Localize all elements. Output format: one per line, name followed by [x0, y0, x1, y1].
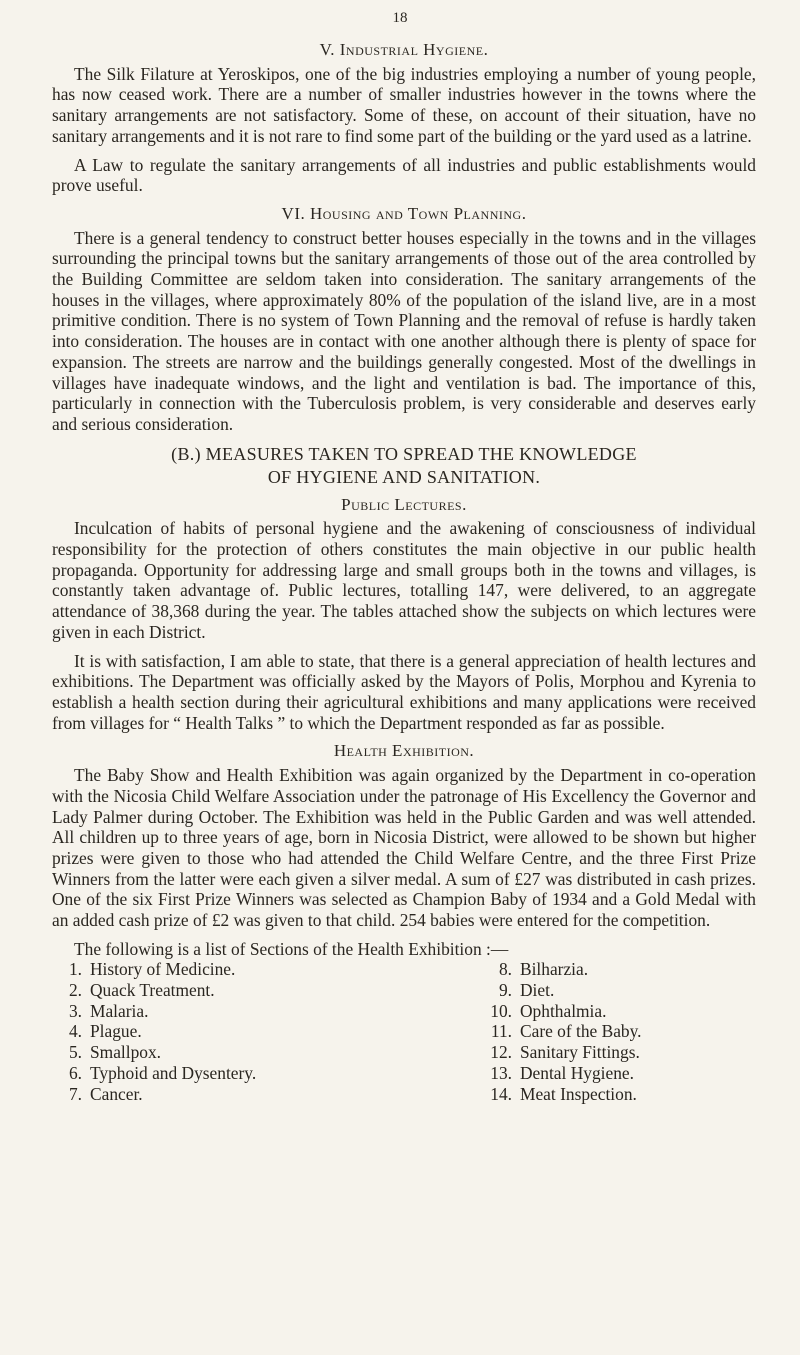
list-item-text: Plague. — [90, 1021, 142, 1042]
part-b-heading — [52, 443, 756, 489]
list-item — [482, 1001, 752, 1022]
list-item-text: Bilharzia. — [520, 959, 589, 980]
list-item — [52, 1021, 482, 1042]
list-item-number: 2. — [68, 980, 82, 1001]
list-item — [52, 1084, 482, 1105]
list-item — [52, 959, 482, 980]
list-item-number: 3. — [68, 1000, 82, 1021]
list-item — [482, 1042, 752, 1063]
part-b-heading-line2: OF HYGIENE AND SANITATION. — [267, 466, 541, 487]
list-item-number: 14. — [490, 1083, 512, 1104]
list-item — [52, 1042, 482, 1063]
list-item-text: Diet. — [520, 980, 555, 1001]
part-b-heading-line1: (B.) MEASURES TAKEN TO SPREAD THE KNOWLEDGE — [171, 443, 637, 464]
list-item-text: History of Medicine. — [90, 959, 236, 980]
list-column-right — [482, 959, 752, 1104]
list-item-number: 9. — [498, 980, 512, 1001]
list-item — [52, 1001, 482, 1022]
paragraph: There is a general tendency to construct better houses especially in the towns and in the villages surrounding the principal towns but the sanitary arrangements of those out of the area controlled by the Building Committee are seldom taken into consideration. The sanitary arrangements of the houses in the villages, where approximately 80% of the population of the island live, are in a most primitive condition. There is no system of Town Planning and the removal of refuse is hardly taken into consideration. The houses are in contact with one another although there is plenty of space for expansion. The streets are narrow and the buildings generally congested. Most of the dwellings in villages have inadequate windows, and the light and ventilation is bad. The importance of this, particularly in connection with the Tuberculosis problem, is very considerable and deserves early and serious consideration. — [52, 227, 756, 434]
list-item — [52, 980, 482, 1001]
list-item-number: 8. — [498, 959, 512, 980]
list-item-number: 12. — [490, 1042, 512, 1063]
paragraph: It is with satisfaction, I am able to state, that there is a general appreciation of health lectures and exhibitions. The Department was officially asked by the Mayors of Polis, Morphou and Kyrenia to establish a health section during their agricultural exhibitions and many applications were received from villages for “ Health Talks ” to which the Department responded as far as possible. — [52, 650, 756, 733]
list-item — [482, 959, 752, 980]
list-item — [482, 1063, 752, 1084]
exhibition-sections-list — [52, 959, 756, 1104]
list-item-number: 13. — [490, 1062, 512, 1083]
paragraph: Inculcation of habits of personal hygiene and the awakening of consciousness of individual responsibility for the protection of others constitutes the main objective in our public health propaganda. Opportunity for addressing large and small groups both in the towns and villages, is constantly taken advantage of. Public lectures, totalling 147, were delivered, to an aggregate attendance of 38,368 during the year. The tables attached show the subjects on which lectures were given in each District. — [52, 518, 756, 642]
list-item-number: 7. — [68, 1083, 82, 1104]
list-item-number: 1. — [68, 959, 82, 980]
list-item-text: Smallpox. — [90, 1042, 162, 1063]
list-column-left — [52, 959, 482, 1104]
list-item-text: Ophthalmia. — [520, 1000, 607, 1021]
paragraph: The Baby Show and Health Exhibition was again organized by the Department in co-operation with the Nicosia Child Welfare Association under the patronage of His Excellency the Governor and Lady Palmer during October. The Exhibition was held in the Public Garden and was well attended. All children up to three years of age, born in Nicosia District, were allowed to be shown but higher prizes were given to those who had attended the Child Welfare Centre, and the three First Prize Winners from the latter were each given a silver medal. A sum of £27 was distributed in cash prizes. One of the six First Prize Winners was selected as Champion Baby of 1934 and a Gold Medal with an added cash prize of £2 was given to that child. 254 babies were entered for the competition. — [52, 765, 756, 931]
list-item-text: Sanitary Fittings. — [520, 1042, 640, 1063]
list-item-number: 4. — [68, 1021, 82, 1042]
list-item-text: Malaria. — [90, 1000, 149, 1021]
list-item — [52, 1063, 482, 1084]
section-heading-industrial-hygiene: V. Industrial Hygiene. — [319, 40, 489, 59]
section-heading-public-lectures: Public Lectures. — [341, 494, 467, 514]
list-item-text: Care of the Baby. — [520, 1021, 642, 1042]
list-item — [482, 1084, 752, 1105]
list-item-number: 10. — [490, 1000, 512, 1021]
paragraph: A Law to regulate the sanitary arrangements of all industries and public establishments would prove useful. — [52, 154, 756, 196]
list-intro: The following is a list of Sections of the Health Exhibition :— — [74, 938, 509, 959]
section-heading-health-exhibition: Health Exhibition. — [333, 741, 475, 761]
section-heading-housing: VI. Housing and Town Planning. — [281, 203, 527, 223]
list-item-number: 5. — [68, 1042, 82, 1063]
list-item-text: Cancer. — [90, 1083, 143, 1104]
paragraph: The Silk Filature at Yeroskipos, one of the big industries employing a number of young people, has now ceased work. There are a number of smaller industries however in the towns where the sanitary arrangements are not satisfactory. Some of these, on account of their situation, have no sanitary arrangements and it is not rare to find some part of the building or the yard used as a latrine. — [52, 63, 756, 146]
page-body — [52, 40, 756, 1104]
list-item-number: 6. — [68, 1062, 82, 1083]
list-item — [482, 980, 752, 1001]
list-item-number: 11. — [490, 1021, 512, 1042]
list-item — [482, 1021, 752, 1042]
page-number: 18 — [392, 10, 408, 26]
list-item-text: Quack Treatment. — [90, 980, 215, 1001]
list-item-text: Meat Inspection. — [520, 1083, 637, 1104]
list-item-text: Dental Hygiene. — [520, 1062, 634, 1083]
list-item-text: Typhoid and Dysentery. — [90, 1062, 257, 1083]
